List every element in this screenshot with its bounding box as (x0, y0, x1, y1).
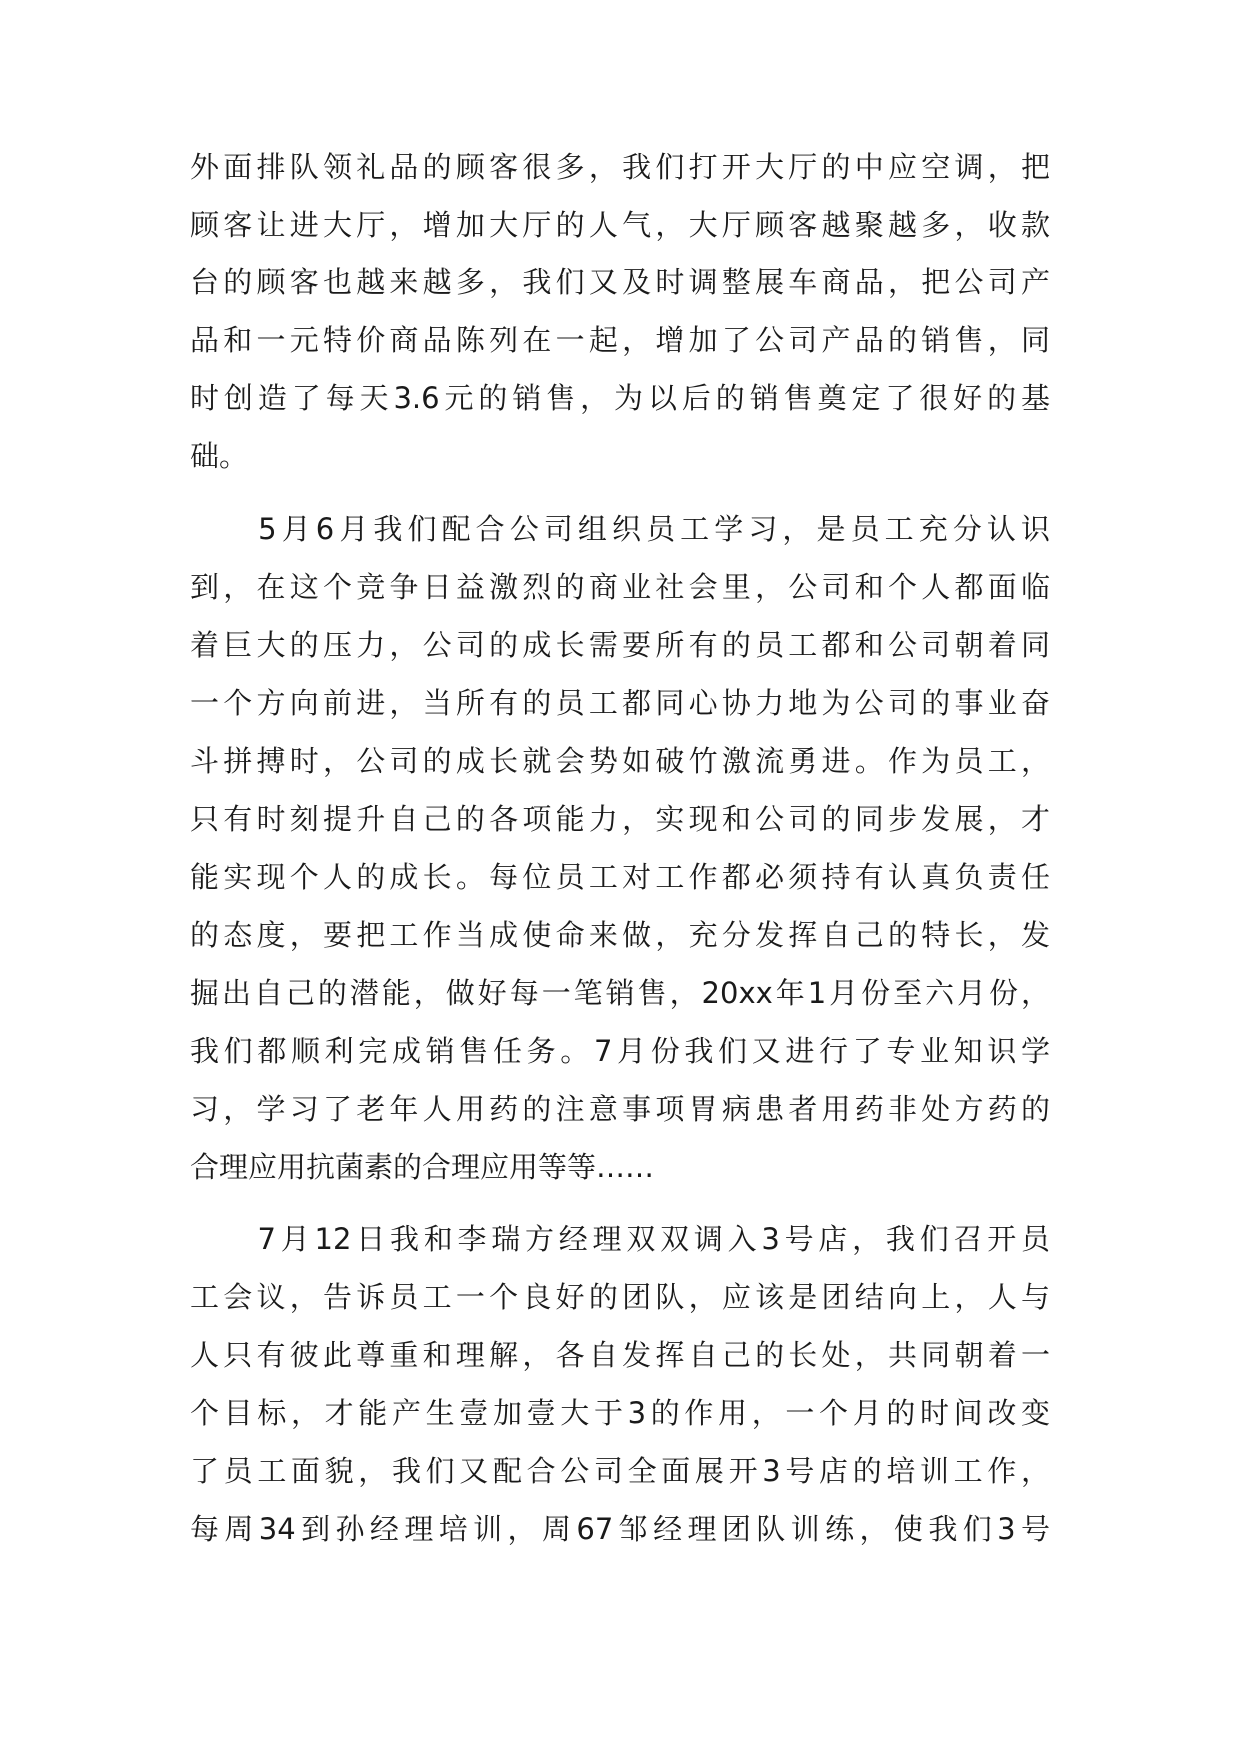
text-line: 我们都顺利完成销售任务。7月份我们又进行了专业知识学 (190, 1034, 1050, 1068)
text-line: 7月12日我和李瑞方经理双双调入3号店，我们召开员 (190, 1222, 1050, 1256)
text-line: 个目标，才能产生壹加壹大于3的作用，一个月的时间改变 (190, 1396, 1050, 1430)
text-line: 5月6月我们配合公司组织员工学习，是员工充分认识 (190, 512, 1050, 546)
text-line: 的态度，要把工作当成使命来做，充分发挥自己的特长，发 (190, 918, 1050, 952)
text-line: 合理应用抗菌素的合理应用等等…… (190, 1150, 655, 1184)
text-line: 了员工面貌，我们又配合公司全面展开3号店的培训工作， (190, 1454, 1050, 1488)
text-line: 掘出自己的潜能，做好每一笔销售，20xx年1月份至六月份， (190, 976, 1050, 1010)
text-line: 外面排队领礼品的顾客很多，我们打开大厅的中应空调，把 (190, 150, 1050, 184)
text-line: 品和一元特价商品陈列在一起，增加了公司产品的销售，同 (190, 323, 1050, 357)
text-line: 每周34到孙经理培训，周67邹经理团队训练，使我们3号 (190, 1512, 1050, 1546)
text-line: 只有时刻提升自己的各项能力，实现和公司的同步发展，才 (190, 802, 1050, 836)
text-line: 一个方向前进，当所有的员工都同心协力地为公司的事业奋 (190, 686, 1050, 720)
text-line: 着巨大的压力，公司的成长需要所有的员工都和公司朝着同 (190, 628, 1050, 662)
text-line: 习，学习了老年人用药的注意事项胃病患者用药非处方药的 (190, 1092, 1050, 1126)
text-line: 台的顾客也越来越多，我们又及时调整展车商品，把公司产 (190, 265, 1050, 299)
text-line: 工会议，告诉员工一个良好的团队，应该是团结向上，人与 (190, 1280, 1050, 1314)
text-line: 顾客让进大厅，增加大厅的人气，大厅顾客越聚越多，收款 (190, 208, 1050, 242)
text-line: 础。 (190, 439, 249, 473)
text-line: 人只有彼此尊重和理解，各自发挥自己的长处，共同朝着一 (190, 1338, 1050, 1372)
text-line: 斗拼搏时，公司的成长就会势如破竹激流勇进。作为员工， (190, 744, 1050, 778)
text-line: 能实现个人的成长。每位员工对工作都必须持有认真负责任 (190, 860, 1050, 894)
text-line: 到，在这个竞争日益激烈的商业社会里，公司和个人都面临 (190, 570, 1050, 604)
text-line: 时创造了每天3.6元的销售，为以后的销售奠定了很好的基 (190, 381, 1050, 415)
